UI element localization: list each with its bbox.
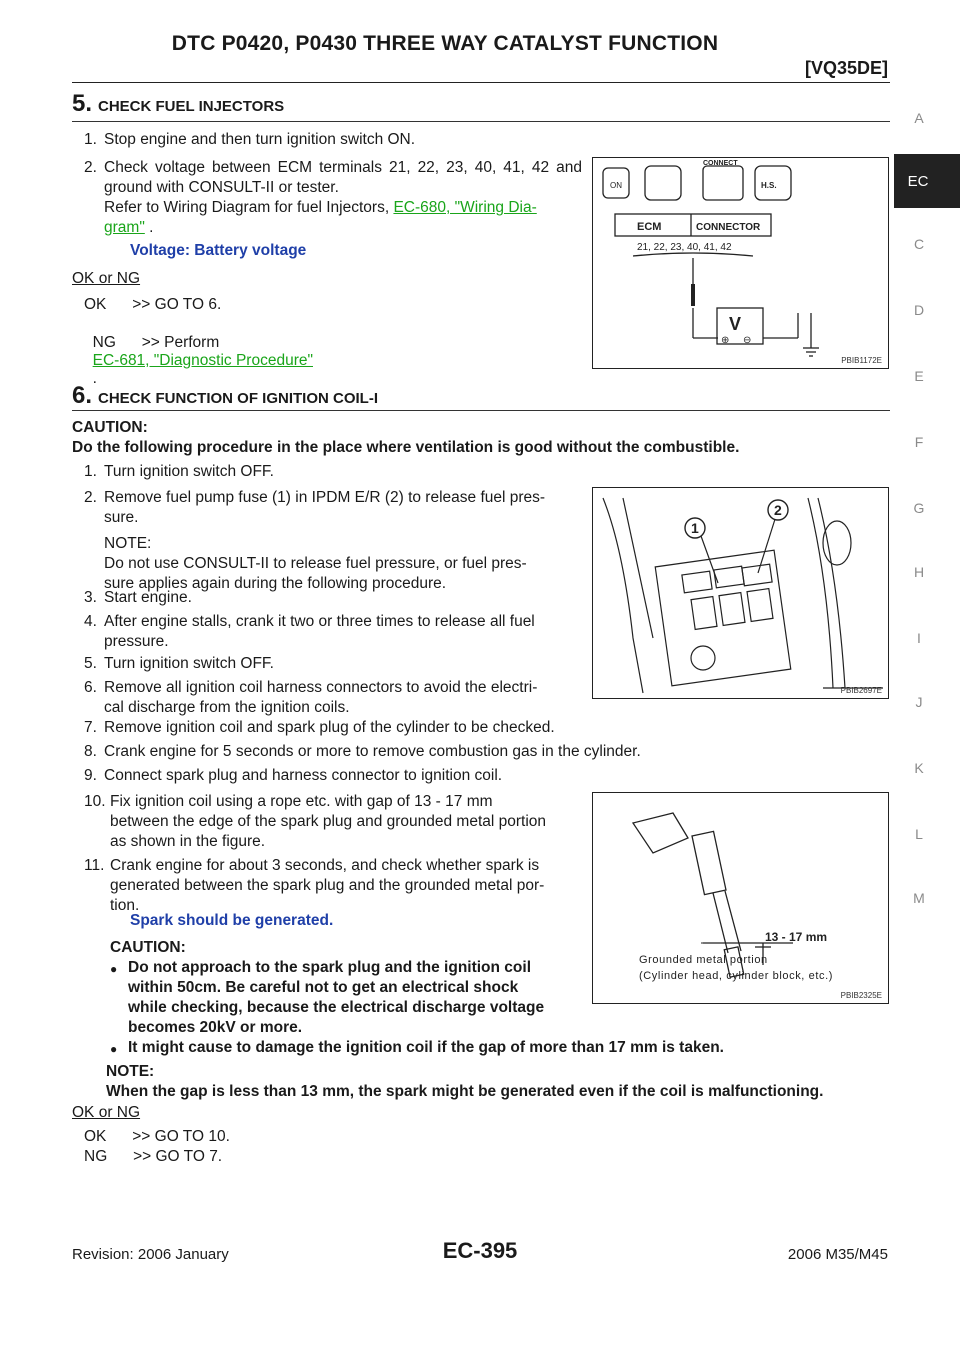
- wiring-diagram-link[interactable]: EC-680, "Wiring Dia-: [393, 199, 537, 216]
- svg-text:1: 1: [691, 520, 699, 536]
- step-6-ok-or-ng: OK or NG: [72, 1104, 141, 1121]
- connector-plug-icon: [703, 166, 743, 200]
- svg-text:2: 2: [774, 502, 782, 518]
- side-index-h[interactable]: H: [913, 564, 925, 580]
- step-5-spec: Voltage: Battery voltage: [130, 242, 307, 259]
- header-rule: [72, 82, 890, 83]
- wiring-diagram-link-cont[interactable]: gram": [104, 219, 145, 236]
- figure-2-code: PBIB2697E: [840, 686, 882, 695]
- step-6-ok-option: OK >> GO TO 10.: [84, 1128, 230, 1145]
- ipdm-fuse-drawing: [593, 488, 888, 698]
- svg-text:ON: ON: [610, 181, 622, 190]
- svg-text:21, 22, 23, 40, 41, 42: 21, 22, 23, 40, 41, 42: [637, 242, 732, 253]
- step-5-rule: [72, 121, 890, 122]
- side-index-j[interactable]: J: [915, 694, 923, 710]
- step-5-ok-option: OK >> GO TO 6.: [84, 296, 222, 313]
- ignition-coil-icon: [633, 813, 688, 853]
- step-6-caution-label: CAUTION:: [72, 419, 148, 436]
- step-5-item-2: 2. Check voltage between ECM terminals 21, 22, 23, 40, 41, 42 and ground with CONSULT-II or tester. Refer to Wiring Diagram for fuel Injectors, EC-680, "Wiring Dia- gram" .: [84, 159, 582, 236]
- svg-text:V: V: [729, 314, 742, 334]
- footer-revision: Revision: 2006 January: [72, 1246, 229, 1263]
- svg-text:CONNECT: CONNECT: [703, 160, 738, 167]
- footer-model: 2006 M35/M45: [787, 1246, 888, 1263]
- engine-icon: [645, 166, 681, 200]
- spark-gap-figure: [592, 792, 889, 1004]
- svg-text:CONNECTOR: CONNECTOR: [696, 222, 761, 233]
- figure-1-code: PBIB1172E: [841, 356, 882, 365]
- note-1-text: Do not use CONSULT-II to release fuel pressure, or fuel pres- sure applies again during the following procedure.: [104, 555, 527, 592]
- battery-cable: [808, 498, 833, 688]
- step-6-spec: Spark should be generated.: [130, 912, 334, 929]
- caution-2-bullet-2: ● It might cause to damage the ignition coil if the gap of more than 17 mm is taken.: [128, 1038, 888, 1058]
- svg-text:13 - 17 mm: 13 - 17 mm: [765, 930, 828, 944]
- page-number: EC-395: [442, 1238, 518, 1263]
- side-index-g[interactable]: G: [913, 500, 925, 516]
- note-2-text: When the gap is less than 13 mm, the spark might be generated even if the coil is malfunctioning.: [106, 1083, 824, 1100]
- diagnostic-procedure-link[interactable]: EC-681, "Diagnostic Procedure": [92, 352, 313, 369]
- svg-text:⊕: ⊕: [721, 335, 730, 346]
- ipdm-fuse-figure: [592, 487, 889, 699]
- step-6-title: CHECK FUNCTION OF IGNITION COIL-I: [98, 390, 378, 407]
- step-5-ok-or-ng: OK or NG: [72, 270, 141, 287]
- step-5-heading: [72, 90, 284, 118]
- engine-model-label: [VQ35DE]: [804, 58, 888, 78]
- side-index-c[interactable]: C: [913, 236, 925, 252]
- step-5-title: CHECK FUEL INJECTORS: [98, 98, 285, 115]
- step-6-caution-text: Do the following procedure in the place where ventilation is good without the combustible.: [72, 439, 740, 456]
- side-index-active-tab[interactable]: EC: [894, 154, 960, 208]
- svg-text:⊖: ⊖: [743, 335, 752, 346]
- svg-text:ECM: ECM: [637, 221, 662, 233]
- side-index-i[interactable]: I: [917, 630, 921, 646]
- step-5-ng-option: NG >> Perform EC-681, "Diagnostic Procedure" .: [92, 334, 313, 387]
- step-6-rule: [72, 410, 890, 411]
- side-index-l[interactable]: L: [915, 826, 923, 842]
- step-6-number: 6.: [72, 382, 93, 409]
- side-index-k[interactable]: K: [914, 760, 924, 776]
- svg-text:Grounded metal portion: Grounded metal portion: [639, 954, 768, 966]
- step-6-heading: [72, 382, 378, 410]
- svg-text:H.S.: H.S.: [761, 181, 777, 190]
- step-6-item-10: 10. Fix ignition coil using a rope etc. with gap of 13 - 17 mm between the edge of the spark plug and grounded metal portion as shown in the figure.: [84, 793, 547, 850]
- page-header-title: DTC P0420, P0430 THREE WAY CATALYST FUNCTION: [171, 32, 719, 55]
- step-5-item-1: 1. Stop engine and then turn ignition switch ON.: [84, 131, 416, 148]
- body-panel-edge: [603, 498, 643, 693]
- note-2-label: NOTE:: [106, 1063, 155, 1080]
- step-6-ng-option: NG >> GO TO 7.: [84, 1148, 223, 1165]
- side-index-a[interactable]: A: [914, 110, 924, 126]
- caution-2-bullet-1: ● Do not approach to the spark plug and the ignition coil within 50cm. Be careful not to get an electrical shock while checking, because the electrical discharge voltage becomes 20kV or more.: [128, 958, 578, 1038]
- step-6-item-4: 4. After engine stalls, crank it two or three times to release all fuel pressure.: [84, 613, 535, 650]
- svg-text:(Cylinder head, cylinder block: (Cylinder head, cylinder block, etc.): [639, 970, 833, 982]
- step-6-item-2: 2. Remove fuel pump fuse (1) in IPDM E/R (2) to release fuel pres- sure. NOTE: Do not use CONSULT-II to release fuel pressure, or fuel pres- sure applies again during the following procedure.: [84, 488, 584, 588]
- caution-2-label: CAUTION:: [110, 939, 186, 956]
- side-index-d[interactable]: D: [913, 302, 925, 318]
- figure-3-code: PBIB2325E: [840, 991, 882, 1000]
- note-1-label: NOTE:: [104, 535, 152, 552]
- side-index-m[interactable]: M: [913, 890, 925, 906]
- ecm-voltage-check-figure: [592, 157, 889, 369]
- ecm-voltage-diagram: [593, 158, 888, 368]
- side-index-f[interactable]: F: [914, 434, 924, 450]
- step-6-item-11: 11. Crank engine for about 3 seconds, and check whether spark is generated between the spark plug and the grounded metal por- tion.: [84, 857, 545, 914]
- step-5-number: 5.: [72, 90, 93, 117]
- side-index-e[interactable]: E: [914, 368, 924, 384]
- step-6-item-6: 6. Remove all ignition coil harness connectors to avoid the electri- cal discharge from the ignition coils.: [84, 679, 538, 716]
- spark-gap-drawing: [593, 793, 888, 1003]
